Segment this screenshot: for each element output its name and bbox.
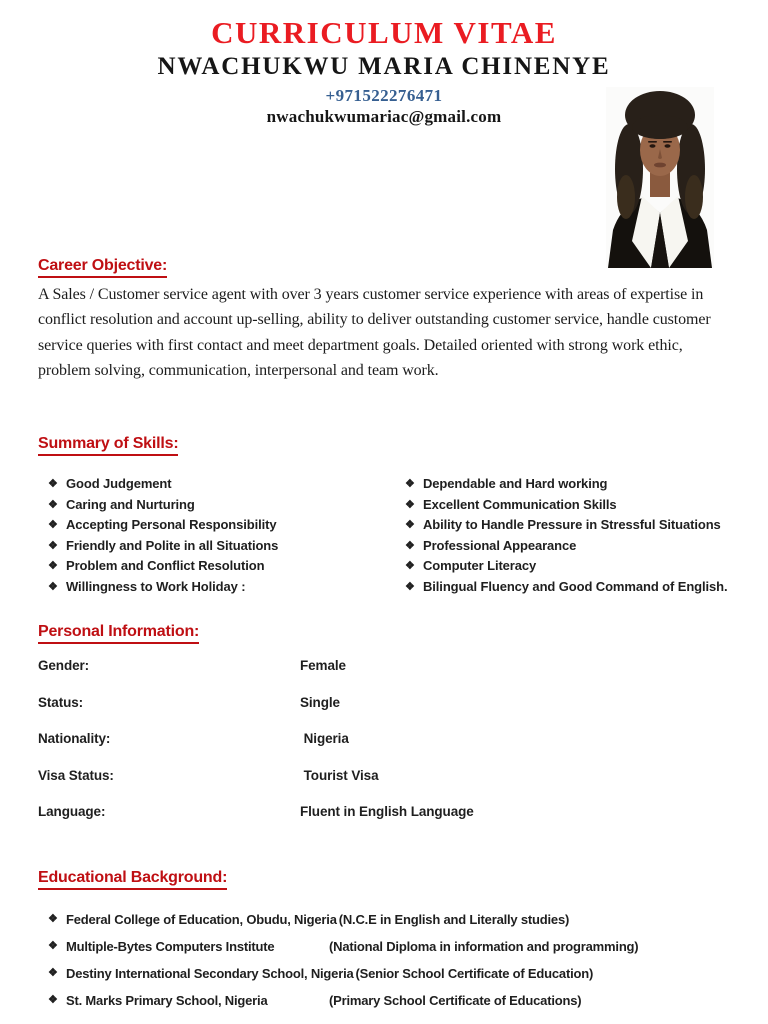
diamond-bullet-icon: ❖ bbox=[48, 519, 58, 532]
education-qualification: (N.C.E in English and Literally studies) bbox=[338, 912, 570, 927]
skill-label: Bilingual Fluency and Good Command of English. bbox=[423, 578, 728, 594]
personal-info-value: Female bbox=[300, 658, 346, 673]
skill-item bbox=[38, 556, 395, 577]
diamond-bullet-icon: ❖ bbox=[48, 913, 58, 925]
education-rows bbox=[38, 906, 744, 1014]
personal-info-heading: Personal Information: bbox=[38, 622, 199, 644]
education-row bbox=[38, 987, 744, 1014]
personal-info-label: Nationality: bbox=[38, 731, 111, 747]
skill-item bbox=[395, 577, 744, 598]
skill-label: Dependable and Hard working bbox=[423, 476, 608, 491]
skill-label: Ability to Handle Pressure in Stressful Situations bbox=[423, 517, 721, 533]
education-qualification: (Primary School Certificate of Educations) bbox=[329, 993, 582, 1008]
personal-info-row bbox=[38, 768, 738, 805]
skill-item bbox=[395, 536, 744, 557]
skill-label: Good Judgement bbox=[66, 476, 172, 491]
section-summary-of-skills bbox=[38, 434, 744, 598]
skills-heading: Summary of Skills: bbox=[38, 434, 178, 456]
diamond-bullet-icon: ❖ bbox=[405, 580, 415, 593]
skill-item bbox=[38, 515, 395, 536]
diamond-bullet-icon: ❖ bbox=[48, 478, 58, 490]
diamond-bullet-icon: ❖ bbox=[405, 498, 415, 511]
personal-info-row bbox=[38, 658, 738, 695]
diamond-bullet-icon: ❖ bbox=[48, 539, 58, 552]
skill-item bbox=[38, 536, 395, 557]
education-qualification: (Senior School Certificate of Education) bbox=[355, 966, 594, 981]
section-career-objective bbox=[38, 256, 738, 384]
skill-label: Caring and Nurturing bbox=[66, 496, 195, 512]
email-address: nwachukwumariac@gmail.com bbox=[266, 107, 502, 126]
skill-item bbox=[38, 495, 395, 516]
personal-info-value: Tourist Visa bbox=[300, 767, 379, 783]
skills-columns bbox=[38, 474, 744, 598]
skill-item bbox=[395, 515, 744, 536]
personal-info-value: Fluent in English Language bbox=[300, 804, 474, 820]
personal-info-value: Nigeria bbox=[300, 731, 349, 747]
career-objective-heading: Career Objective: bbox=[38, 256, 167, 278]
diamond-bullet-icon: ❖ bbox=[405, 560, 415, 573]
skill-label: Computer Literacy bbox=[423, 558, 537, 574]
section-personal-information bbox=[38, 622, 738, 841]
page-title: CURRICULUM VITAE bbox=[211, 15, 557, 50]
education-row bbox=[38, 906, 744, 933]
skill-label: Willingness to Work Holiday : bbox=[66, 578, 246, 594]
personal-info-value: Single bbox=[300, 694, 340, 710]
skill-item bbox=[38, 474, 395, 495]
diamond-bullet-icon: ❖ bbox=[405, 519, 415, 532]
skill-label: Accepting Personal Responsibility bbox=[66, 517, 277, 533]
diamond-bullet-icon: ❖ bbox=[48, 498, 58, 511]
personal-info-label: Gender: bbox=[38, 658, 90, 673]
education-school: Multiple-Bytes Computers Institute bbox=[66, 939, 275, 954]
diamond-bullet-icon: ❖ bbox=[48, 560, 58, 573]
candidate-name: NWACHUKWU MARIA CHINENYE bbox=[157, 53, 611, 80]
education-school: St. Marks Primary School, Nigeria bbox=[66, 993, 268, 1008]
education-row bbox=[38, 960, 744, 987]
diamond-bullet-icon: ❖ bbox=[405, 539, 415, 552]
diamond-bullet-icon: ❖ bbox=[48, 994, 58, 1006]
personal-info-label: Visa Status: bbox=[38, 767, 114, 783]
section-educational-background bbox=[38, 868, 744, 1014]
education-school: Destiny International Secondary School, Nigeria bbox=[66, 966, 354, 981]
skill-label: Professional Appearance bbox=[423, 537, 577, 553]
education-school: Federal College of Education, Obudu, Nigeria bbox=[66, 912, 337, 927]
skills-column-right bbox=[395, 474, 744, 598]
skill-item bbox=[395, 495, 744, 516]
portrait-photo-graphic bbox=[606, 87, 714, 268]
skills-column-left bbox=[38, 474, 395, 598]
personal-info-row bbox=[38, 731, 738, 768]
profile-photo bbox=[606, 87, 714, 268]
diamond-bullet-icon: ❖ bbox=[48, 967, 58, 979]
skill-item bbox=[38, 577, 395, 598]
skill-label: Excellent Communication Skills bbox=[423, 496, 617, 512]
personal-info-label: Language: bbox=[38, 804, 106, 820]
personal-info-rows bbox=[38, 658, 738, 841]
personal-info-row bbox=[38, 804, 738, 841]
education-qualification: (National Diploma in information and programming) bbox=[329, 939, 639, 954]
skill-item bbox=[395, 474, 744, 495]
career-objective-text: A Sales / Customer service agent with over 3 years customer service experience with areas of expertise in conflict resolution and account up-selling, ability to deliver outstanding customer service, handle customer service queries with first contact and meet department goals. Detailed oriented with strong work ethic, problem solving, communication, interpersonal and team work. bbox=[38, 286, 711, 380]
diamond-bullet-icon: ❖ bbox=[48, 580, 58, 593]
skill-label: Friendly and Polite in all Situations bbox=[66, 537, 279, 553]
skill-label: Problem and Conflict Resolution bbox=[66, 558, 265, 574]
diamond-bullet-icon: ❖ bbox=[405, 478, 415, 490]
skill-item bbox=[395, 556, 744, 577]
education-heading: Educational Background: bbox=[38, 868, 227, 890]
education-row bbox=[38, 933, 744, 960]
personal-info-row bbox=[38, 695, 738, 732]
personal-info-label: Status: bbox=[38, 694, 84, 710]
diamond-bullet-icon: ❖ bbox=[48, 940, 58, 952]
phone-number: +971522276471 bbox=[325, 86, 443, 105]
